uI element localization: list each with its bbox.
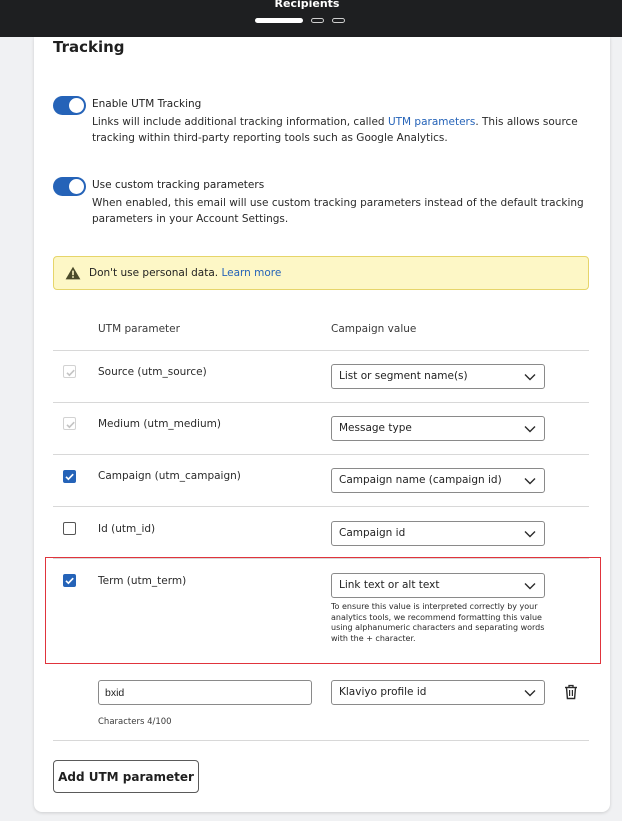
- chevron-down-icon: [524, 373, 536, 381]
- divider: [53, 454, 589, 455]
- id-value-select[interactable]: [331, 521, 545, 546]
- selected-value: Klaviyo profile id: [339, 686, 427, 698]
- checkbox-check-icon: [64, 366, 77, 379]
- selected-value: List or segment name(s): [339, 370, 468, 382]
- utm-tracking-label: Enable UTM Tracking: [92, 98, 202, 110]
- checkbox-check-icon: [63, 470, 76, 483]
- toggle-knob: [69, 98, 84, 113]
- term-checkbox[interactable]: [63, 574, 76, 587]
- utm-tracking-toggle[interactable]: [53, 96, 86, 115]
- warning-text-line: [89, 266, 281, 280]
- utm-tracking-description: [92, 114, 597, 146]
- chevron-down-icon: [524, 425, 536, 433]
- step-indicator: [311, 18, 324, 23]
- source-value-select[interactable]: [331, 364, 545, 389]
- selected-value: Campaign name (campaign id): [339, 474, 502, 486]
- source-checkbox: [63, 365, 76, 378]
- param-label-campaign: Campaign (utm_campaign): [98, 470, 241, 482]
- description-text: Links will include additional tracking information, called: [92, 116, 388, 128]
- custom-param-value-select[interactable]: [331, 680, 545, 705]
- custom-params-setting: [53, 177, 593, 237]
- chevron-down-icon: [524, 689, 536, 697]
- medium-value-select[interactable]: [331, 416, 545, 441]
- chevron-down-icon: [524, 530, 536, 538]
- checkbox-check-icon: [63, 574, 76, 587]
- learn-more-link[interactable]: Learn more: [221, 267, 282, 279]
- divider: [53, 740, 589, 741]
- param-label-id: Id (utm_id): [98, 523, 156, 535]
- trash-icon[interactable]: [564, 684, 578, 700]
- param-label-medium: Medium (utm_medium): [98, 418, 221, 430]
- selected-value: Message type: [339, 422, 412, 434]
- add-utm-parameter-button[interactable]: Add UTM parameter: [53, 760, 199, 793]
- utm-tracking-setting: [53, 96, 593, 156]
- section-heading: Tracking: [53, 38, 125, 56]
- chevron-down-icon: [524, 477, 536, 485]
- param-label-source: Source (utm_source): [98, 366, 207, 378]
- column-header-value: Campaign value: [331, 323, 417, 335]
- divider: [53, 402, 589, 403]
- custom-params-label: Use custom tracking parameters: [92, 179, 265, 191]
- medium-checkbox: [63, 417, 76, 430]
- selected-value: Campaign id: [339, 527, 406, 539]
- campaign-value-select[interactable]: [331, 468, 545, 493]
- id-checkbox[interactable]: [63, 522, 76, 535]
- description-text: . This allows source tracking within third-party reporting tools such as Google Analytics.: [92, 116, 578, 144]
- warning-icon: [65, 266, 81, 280]
- custom-params-description: When enabled, this email will use custom tracking parameters instead of the default tracking parameters in your Account Settings.: [92, 197, 584, 225]
- personal-data-warning: [53, 256, 589, 290]
- top-bar: [0, 0, 622, 37]
- chevron-down-icon: [524, 582, 536, 590]
- divider: [53, 506, 589, 507]
- term-format-hint: To ensure this value is interpreted correctly by your analytics tools, we recommend formatting this value using alphanumeric characters and separating words with the + character.: [331, 602, 545, 643]
- param-label-term: Term (utm_term): [98, 575, 187, 587]
- tracking-card: [34, 37, 610, 812]
- step-progress: [255, 18, 345, 24]
- step-indicator-current: [255, 18, 303, 23]
- character-count: Characters 4/100: [98, 717, 172, 727]
- column-header-parameter: UTM parameter: [98, 323, 180, 335]
- custom-params-toggle[interactable]: [53, 177, 86, 196]
- campaign-checkbox[interactable]: [63, 470, 76, 483]
- divider: [53, 350, 589, 351]
- utm-parameters-link[interactable]: UTM parameters: [387, 116, 476, 128]
- selected-value: Link text or alt text: [339, 579, 440, 591]
- toggle-knob: [69, 179, 84, 194]
- term-value-select[interactable]: [331, 573, 545, 598]
- checkbox-check-icon: [64, 418, 77, 431]
- warning-message: Don't use personal data.: [89, 267, 219, 279]
- custom-param-name-input[interactable]: [98, 680, 312, 705]
- step-title: Recipients: [274, 0, 340, 10]
- step-indicator: [332, 18, 345, 23]
